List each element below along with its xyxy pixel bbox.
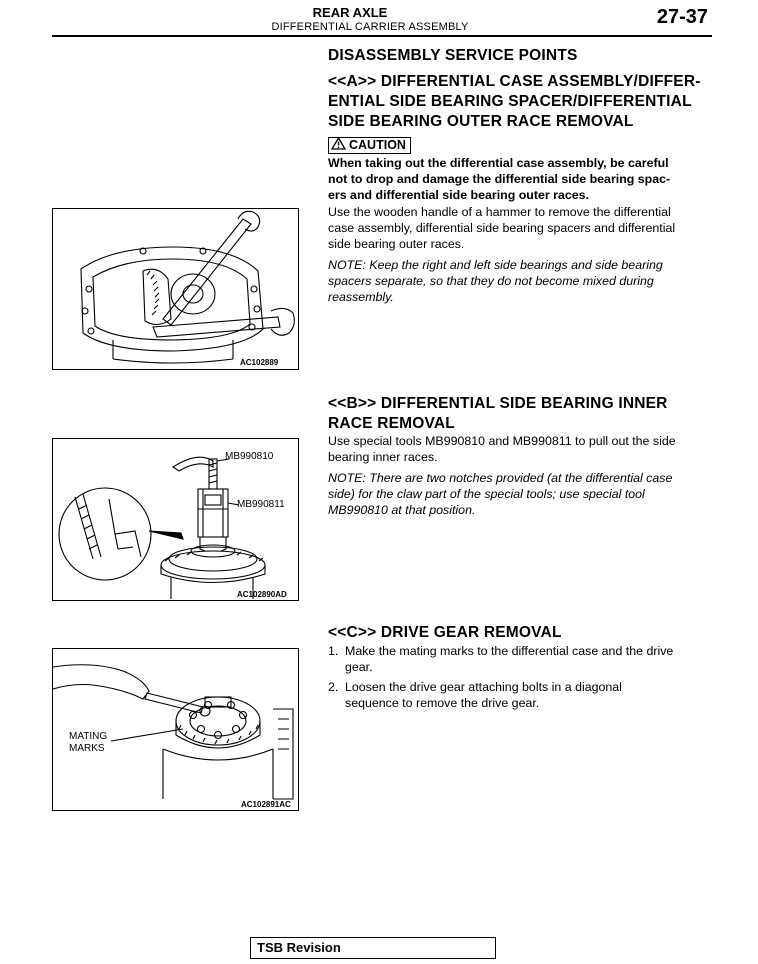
step-line: Loosen the drive gear attaching bolts in a diagonal — [345, 680, 622, 694]
list-item — [328, 679, 723, 711]
section-b-title-line: RACE REMOVAL — [328, 415, 455, 432]
caution-line: not to drop and damage the differential side bearing spac- — [328, 172, 671, 186]
section-b-note — [328, 470, 723, 518]
figure-differential-case-removal — [52, 208, 299, 370]
caution-text — [328, 155, 718, 203]
note-line: side) for the claw part of the special tools; use special tool — [328, 487, 645, 501]
caution-line: When taking out the differential case assembly, be careful — [328, 156, 669, 170]
step-line: sequence to remove the drive gear. — [345, 696, 540, 710]
section-a-note — [328, 257, 723, 305]
differential-case-illustration — [53, 209, 298, 369]
caution-line: ers and differential side bearing outer races. — [328, 188, 589, 202]
steps-list — [328, 643, 723, 711]
page-heading: DISASSEMBLY SERVICE POINTS — [328, 47, 578, 64]
section-a-title-line: <<A>> DIFFERENTIAL CASE ASSEMBLY/DIFFER- — [328, 73, 701, 90]
drive-gear-illustration — [53, 649, 298, 810]
note-line: NOTE: Keep the right and left side bearings and side bearing — [328, 258, 663, 272]
mating-marks-line: MARKS — [69, 743, 105, 754]
section-b-body — [328, 433, 723, 465]
warning-triangle-icon — [331, 137, 346, 154]
section-b-title — [328, 394, 668, 434]
step-line: gear. — [345, 660, 373, 674]
body-line: Use special tools MB990810 and MB990811 to pull out the side — [328, 434, 676, 448]
note-line: spacers separate, so that they do not become mixed during — [328, 274, 654, 288]
mating-marks-line: MATING — [69, 731, 108, 742]
figure-id: AC102889 — [240, 358, 279, 367]
body-line: Use the wooden handle of a hammer to remove the differential — [328, 205, 671, 219]
tsb-revision-box — [250, 937, 496, 959]
section-a-body — [328, 204, 723, 252]
list-item — [328, 643, 723, 675]
body-line: case assembly, differential side bearing spacers and differential — [328, 221, 676, 235]
subsection-title: DIFFERENTIAL CARRIER ASSEMBLY — [271, 21, 469, 33]
tool-label-mb990810: MB990810 — [225, 451, 274, 462]
tool-label-mb990811: MB990811 — [237, 499, 285, 510]
step-number: 2. — [328, 680, 339, 694]
figure-id: AC102890AD — [237, 590, 287, 599]
mating-marks-label — [69, 731, 107, 755]
figure-id: AC102891AC — [241, 800, 291, 809]
figure-side-bearing-removal — [52, 438, 299, 601]
caution-badge — [328, 137, 411, 154]
step-number: 1. — [328, 644, 339, 658]
body-line: side bearing outer races. — [328, 237, 465, 251]
section-c-title: <<C>> DRIVE GEAR REMOVAL — [328, 624, 562, 641]
page-number: 27-37 — [656, 6, 708, 28]
tsb-revision-label: TSB Revision — [257, 940, 341, 955]
section-a-title-line: ENTIAL SIDE BEARING SPACER/DIFFERENTIAL — [328, 93, 692, 110]
section-a-title-line: SIDE BEARING OUTER RACE REMOVAL — [328, 113, 634, 130]
body-line: bearing inner races. — [328, 450, 438, 464]
note-line: reassembly. — [328, 290, 394, 304]
note-line: NOTE: There are two notches provided (at the differential case — [328, 471, 673, 485]
figure-drive-gear-removal — [52, 648, 299, 811]
note-line: MB990810 at that position. — [328, 503, 476, 517]
step-text — [345, 679, 622, 711]
section-title: REAR AXLE — [312, 5, 388, 20]
step-text — [345, 643, 673, 675]
caution-label: CAUTION — [349, 138, 406, 152]
section-c-steps — [328, 643, 723, 711]
bearing-puller-illustration — [53, 439, 298, 600]
step-line: Make the mating marks to the differential case and the drive — [345, 644, 674, 658]
section-b-title-line: <<B>> DIFFERENTIAL SIDE BEARING INNER — [328, 395, 668, 412]
header-divider — [52, 35, 712, 37]
section-a-title — [328, 72, 701, 132]
